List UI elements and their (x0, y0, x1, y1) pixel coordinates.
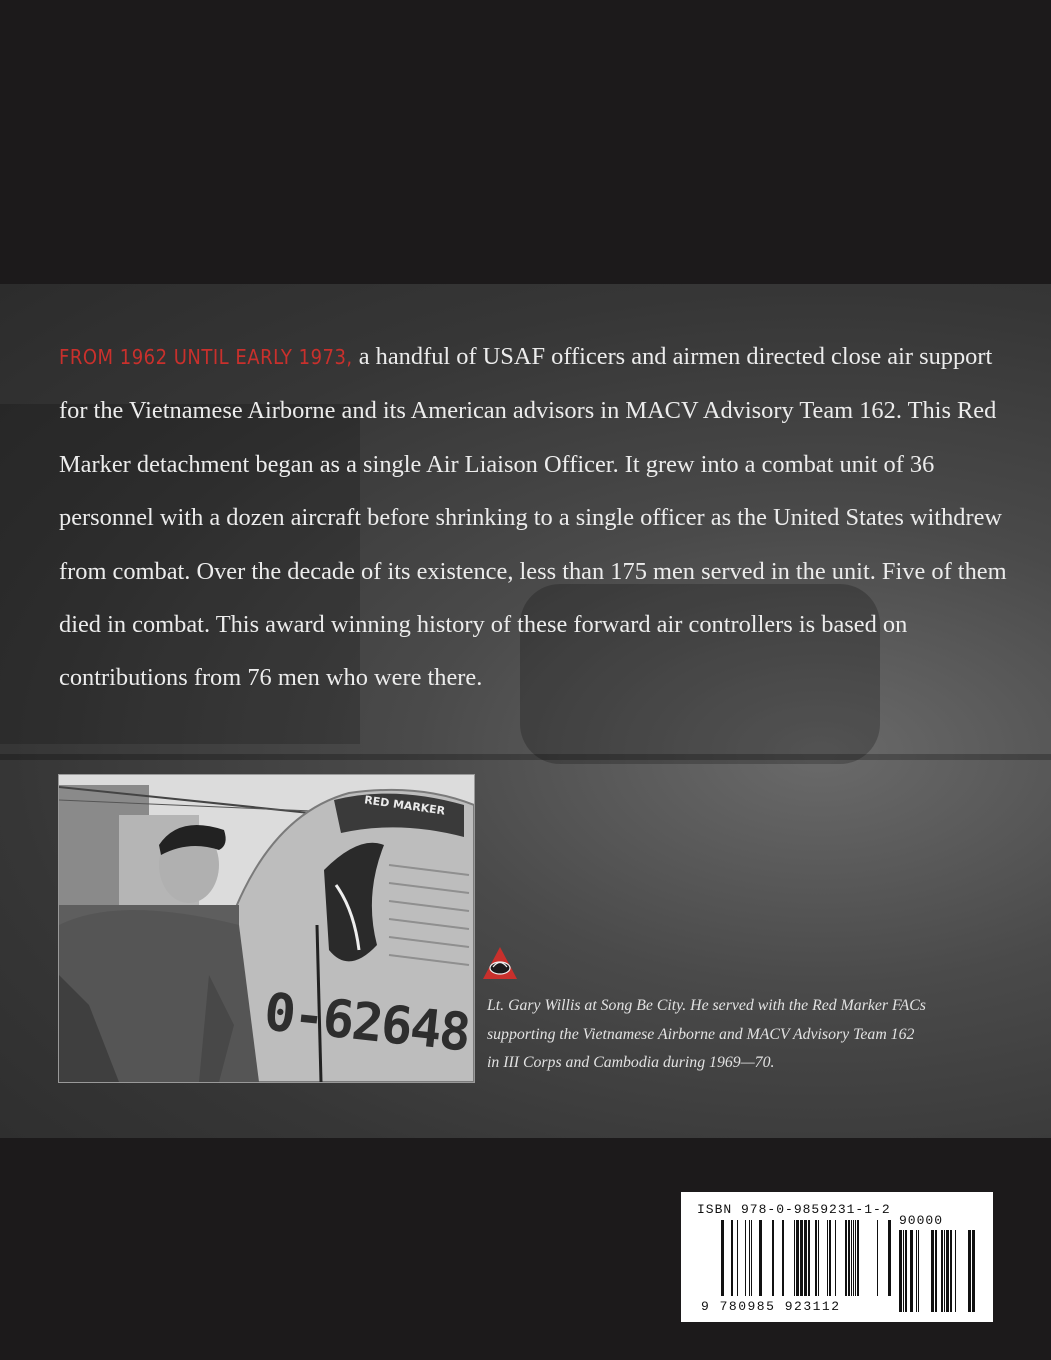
barcode-bar (853, 1220, 854, 1296)
back-cover-blurb (59, 330, 1019, 705)
barcode-bar (855, 1220, 856, 1296)
barcode-bar (918, 1230, 919, 1312)
barcode-bar (745, 1220, 746, 1296)
red-marker-emblem-icon (482, 946, 518, 982)
barcode-bar (916, 1230, 917, 1312)
soldier-photo (58, 774, 475, 1083)
caption-line-2: supporting the Vietnamese Airborne and MACV Advisory Team 162 (487, 1025, 915, 1043)
barcode-bar (782, 1220, 784, 1296)
barcode-bar (815, 1220, 817, 1296)
barcode-bar (845, 1220, 847, 1296)
barcode-bar (944, 1230, 945, 1312)
barcode-bar (772, 1220, 774, 1296)
tail-label: RED MARKER (363, 793, 446, 818)
isbn-barcode (681, 1192, 993, 1322)
barcode-bar (905, 1230, 907, 1312)
barcode-bar (848, 1220, 850, 1296)
barcode-bar (903, 1230, 904, 1312)
barcode-bar (827, 1220, 828, 1296)
barcode-bar (818, 1220, 819, 1296)
barcode-bar (941, 1230, 943, 1312)
barcode-bar (888, 1220, 891, 1296)
barcode-bar (935, 1230, 937, 1312)
barcode-bar (851, 1220, 852, 1296)
barcode-bar (794, 1220, 795, 1296)
caption-line-1: Lt. Gary Willis at Song Be City. He served with the Red Marker FACs (487, 997, 926, 1014)
barcode-bar (796, 1220, 799, 1296)
barcode-bar (968, 1230, 971, 1312)
blurb-body: a handful of USAF officers and airmen directed close air support for the Vietnamese Airborne and its American advisors in MACV Advisory Team 162. This Red Marker detachment began as a single Air Liaison Officer. It grew into a combat unit of 36 personnel with a dozen aircraft before shrinking to a single officer as the United States withdrew from combat. Over the decade of its existence, less than 175 men served in the unit. Five of them died in combat. This award winning history of these forward air controllers is based on contributions from 76 men who were there. (59, 343, 1007, 692)
barcode-bar (946, 1230, 949, 1312)
photo-caption (487, 992, 987, 1078)
isbn-text: ISBN 978-0-9859231-1-2 (697, 1202, 891, 1217)
barcode-bar (751, 1220, 752, 1296)
barcode-bar (829, 1220, 831, 1296)
barcode-bar (731, 1220, 733, 1296)
barcode-bar (955, 1230, 956, 1312)
barcode-bar (972, 1230, 975, 1312)
barcode-bar (950, 1230, 952, 1312)
barcode-bar (804, 1220, 807, 1296)
barcode-bar (877, 1220, 878, 1296)
barcode-bar (910, 1230, 913, 1312)
barcode-bar (737, 1220, 738, 1296)
barcode-bar (857, 1220, 859, 1296)
blurb-lead: FROM 1962 UNTIL EARLY 1973, (59, 345, 353, 369)
price-addon-text: 90000 (899, 1213, 944, 1228)
tail-number: 0-62648 (261, 982, 472, 1064)
barcode-bar (749, 1220, 750, 1296)
barcode-bar (808, 1220, 810, 1296)
barcode-bar (899, 1230, 902, 1312)
ean-digits-text: 9 780985 923112 (701, 1299, 841, 1314)
barcode-bar (759, 1220, 762, 1296)
caption-line-3: in III Corps and Cambodia during 1969—70. (487, 1054, 775, 1072)
barcode-bar (721, 1220, 724, 1296)
background-horizon (0, 754, 1051, 760)
barcode-bar (835, 1220, 836, 1296)
barcode-bar (931, 1230, 934, 1312)
barcode-bar (800, 1220, 803, 1296)
